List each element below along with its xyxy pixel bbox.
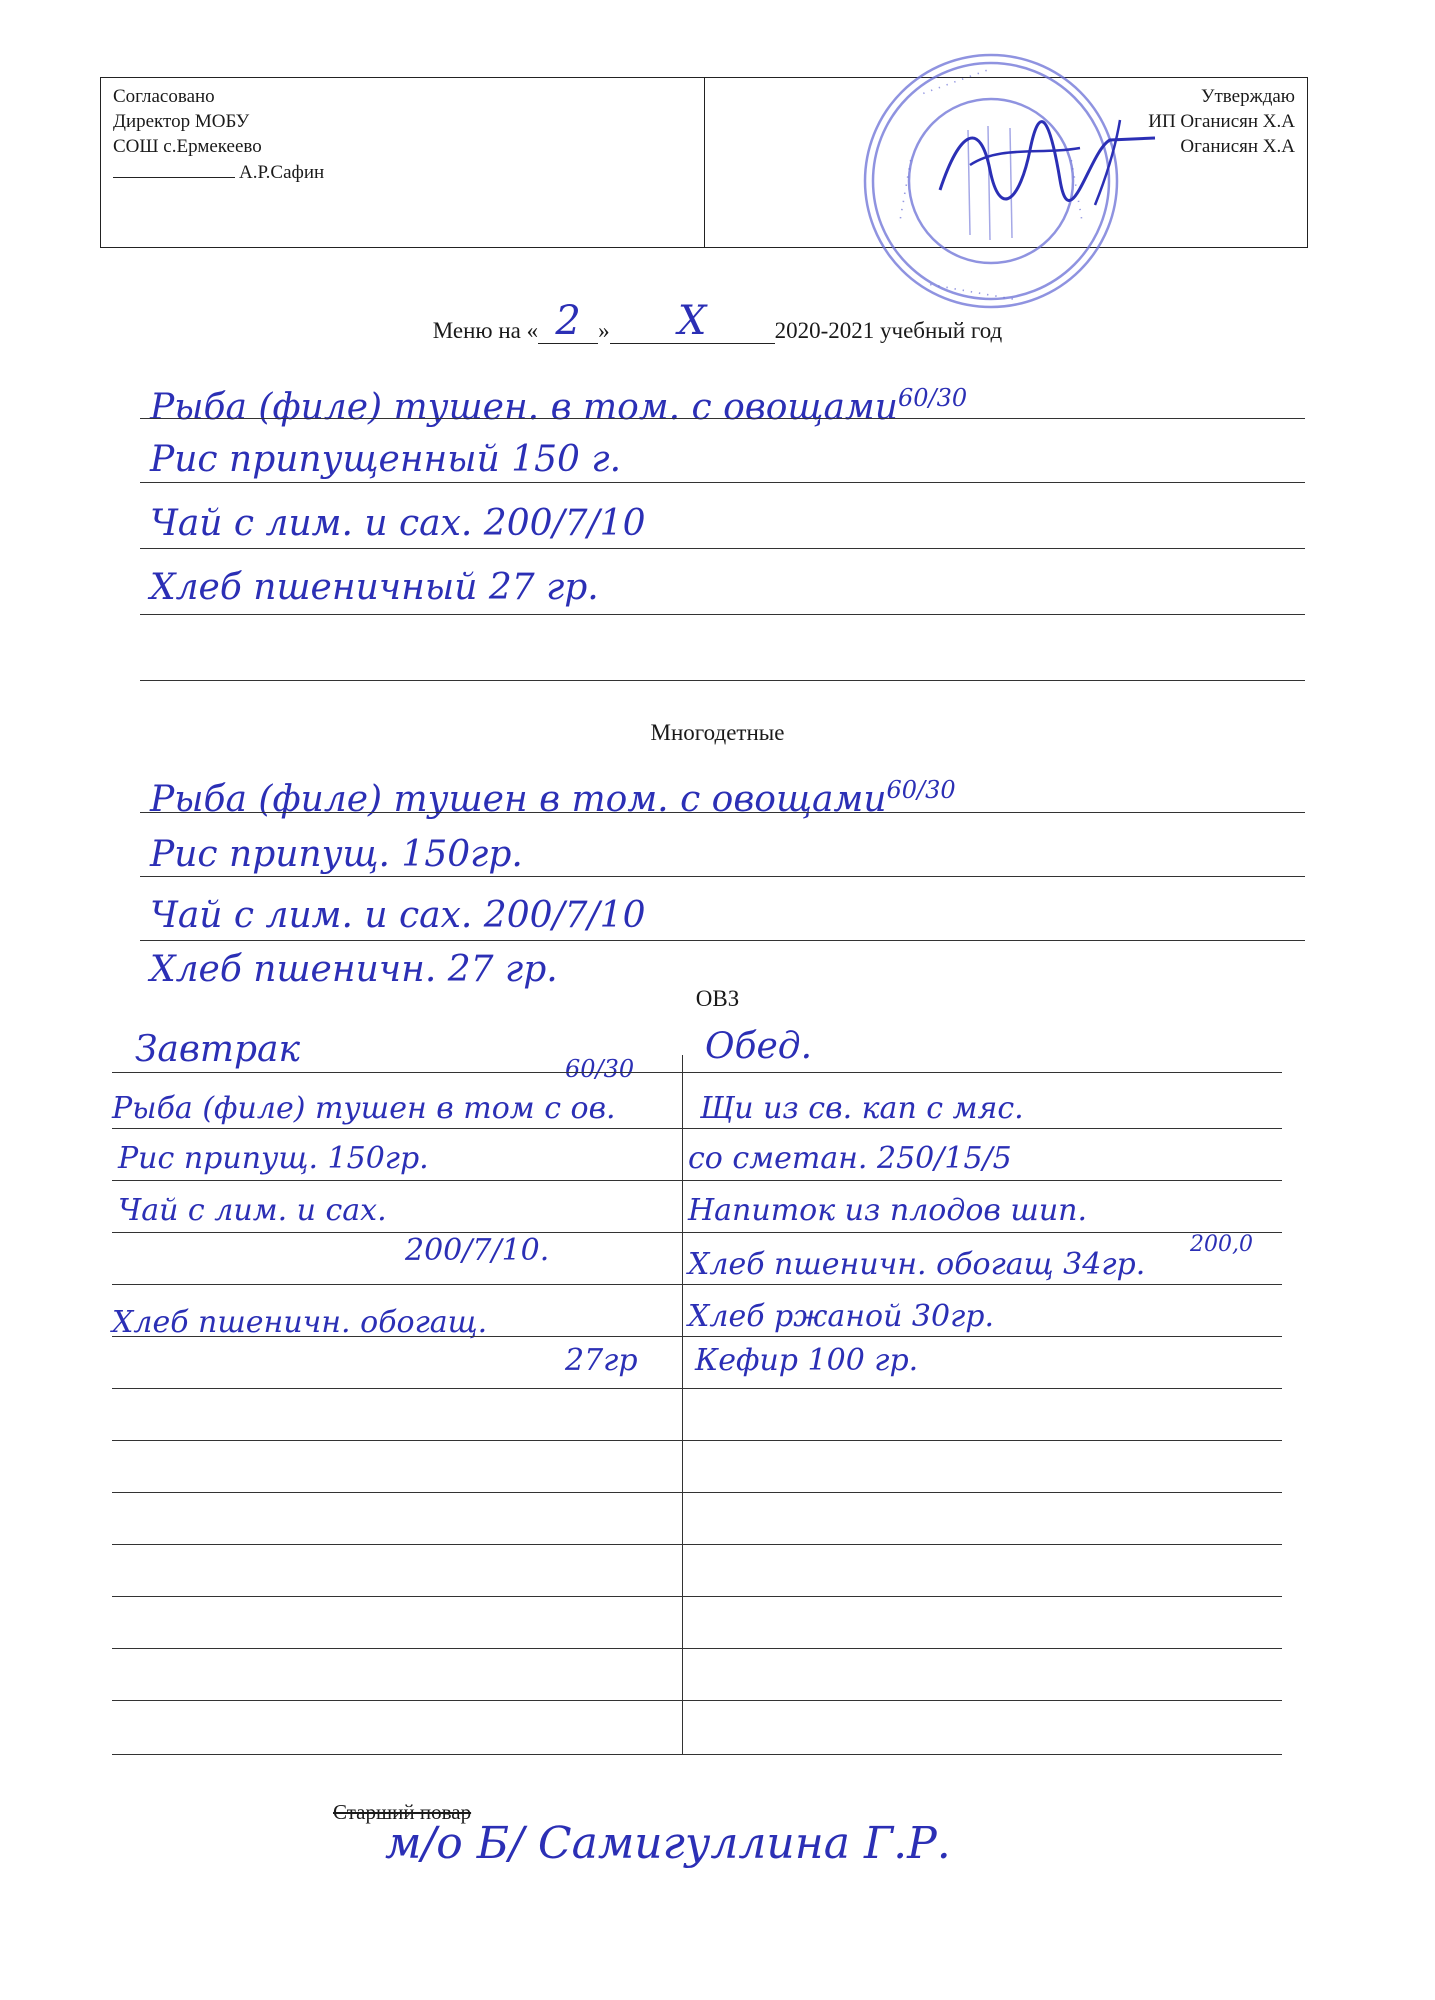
ruled-line [112,1492,1282,1493]
ruled-line [140,812,1305,813]
ruled-line [112,1440,1282,1441]
lunch-item: со сметан. 250/15/5 [688,1141,1012,1176]
menu-item-portion: 60/30 [897,384,968,412]
breakfast-portion-note: 60/30 [565,1055,635,1083]
menu-item [150,378,967,428]
director-signature-line [113,159,324,185]
ruled-line [112,1754,1282,1755]
ruled-line [112,1648,1282,1649]
breakfast-heading: Завтрак [135,1029,300,1070]
approved-label: Утверждаю [1201,86,1295,107]
ruled-line [112,1336,1282,1337]
senior-cook-signature: м/о Б/ Самигуллина Г.Р. [385,1818,951,1869]
ruled-line [112,1232,1282,1233]
svg-text:· · · · · · · · · · ·: · · · · · · · · · · · [927,277,1016,308]
school-year: 2020-2021 учебный год [774,318,1003,343]
agreed-block [113,84,324,185]
menu-title [0,298,1435,344]
day-value: 2 [555,298,581,344]
month-field [610,298,775,344]
director-title: Директор МОБУ [113,111,250,132]
breakfast-item: Рыба (филе) тушен в том с ов. [112,1091,616,1126]
senior-cook-label: Старший повар [333,1800,472,1824]
ruled-line [140,940,1305,941]
ruled-line [140,680,1305,681]
ruled-line [112,1072,1282,1073]
menu-title-prefix: Меню на « [432,318,539,343]
ruled-line [140,548,1305,549]
breakfast-item: 27гр [565,1343,638,1378]
large-families-item: Рис припущ. 150гр. [150,834,523,875]
ruled-line [140,482,1305,483]
month-value: Х [677,298,707,344]
signature-blank [113,159,235,178]
ruled-line [140,876,1305,877]
lunch-item: Напиток из плодов шип. [688,1193,1088,1228]
large-families-item-portion: 60/30 [886,776,956,804]
ruled-line [112,1596,1282,1597]
svg-text:· · · · · · · ·: · · · · · · · · [893,157,920,222]
lunch-item: Хлеб ржаной 30гр. [688,1299,995,1334]
lunch-item: 200,0 [1190,1232,1253,1257]
large-families-item: Хлеб пшеничн. 27 гр. [150,949,558,990]
ruled-line [112,1128,1282,1129]
approved-block [1148,84,1295,159]
lunch-heading: Обед. [705,1026,813,1067]
ruled-line [140,418,1305,419]
day-field [538,298,598,344]
menu-item: Чай с лим. и сах. 200/7/10 [150,503,646,544]
agreed-label: Согласовано [113,86,215,107]
lunch-item: Щи из св. кап с мяс. [700,1091,1024,1126]
svg-text:· · · · · · · ·: · · · · · · · · [1062,157,1089,222]
svg-text:· · · · · · · · ·: · · · · · · · · · [919,63,991,102]
ruled-line [112,1284,1282,1285]
lunch-item: Хлеб пшеничн. обогащ 34гр. [688,1247,1146,1282]
menu-item: Рис припущенный 150 г. [150,439,622,480]
breakfast-item: Рис припущ. 150гр. [118,1141,429,1176]
approval-divider [704,78,705,247]
ruled-line [112,1388,1282,1389]
breakfast-item: Чай с лим. и сах. [118,1193,387,1228]
menu-item-text: Рыба (филе) тушен. в том. с овощами [150,387,898,428]
large-families-title: Многодетные [650,720,785,745]
breakfast-item: Хлеб пшеничн. обогащ. [112,1305,488,1340]
director-name: А.Р.Сафин [239,162,325,183]
ruled-line [112,1700,1282,1701]
entrepreneur-name: Оганисян Х.А [1180,136,1295,157]
school-name: СОШ с.Ермекеево [113,136,262,157]
large-families-item-text: Рыба (филе) тушен в том. с овощами [150,779,887,820]
large-families-item: Чай с лим. и сах. 200/7/10 [150,895,646,936]
lunch-item: Кефир 100 гр. [695,1343,919,1378]
ruled-line [140,614,1305,615]
breakfast-item: 200/7/10. [405,1233,550,1268]
entrepreneur-title: ИП Оганисян Х.А [1148,111,1295,132]
menu-item: Хлеб пшеничный 27 гр. [150,567,599,608]
handwritten-signature-icon [920,110,1160,210]
ruled-line [112,1544,1282,1545]
ovz-column-divider [682,1055,683,1755]
ovz-title: ОВЗ [695,986,740,1011]
menu-title-mid: » [598,318,610,343]
ruled-line [112,1180,1282,1181]
